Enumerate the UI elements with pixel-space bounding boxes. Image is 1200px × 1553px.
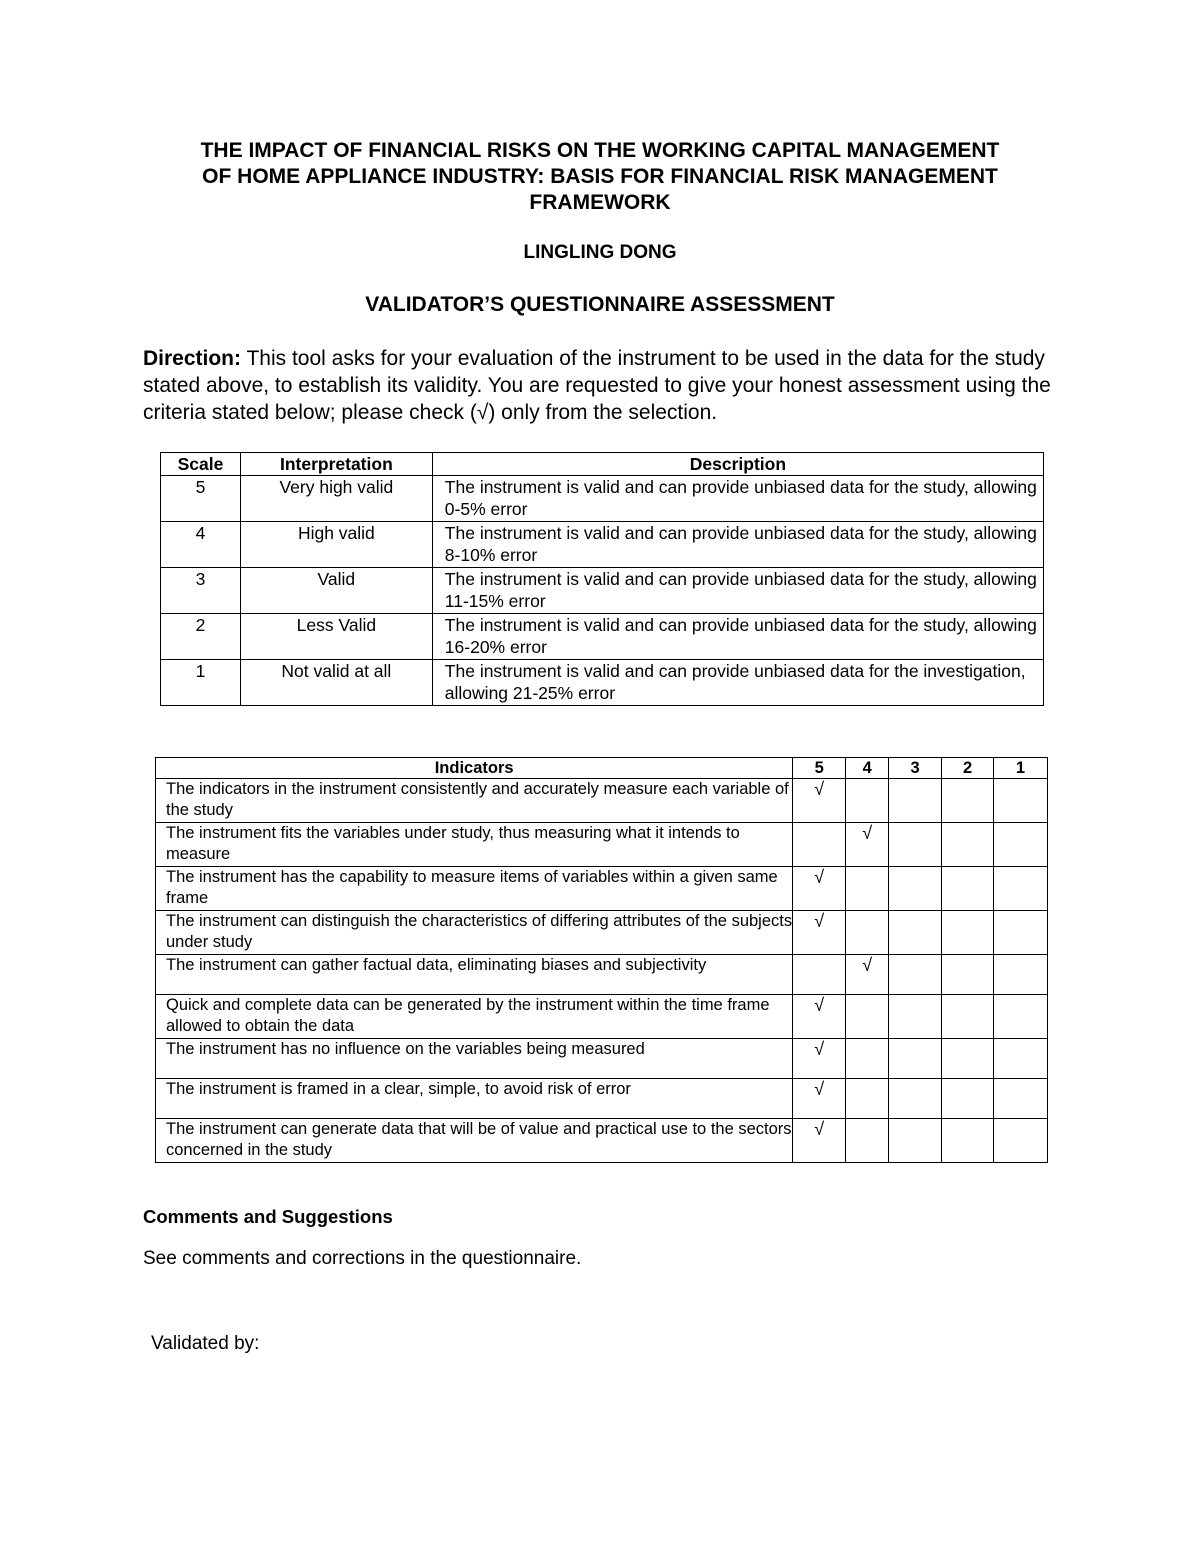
section-heading: VALIDATOR’S QUESTIONNAIRE ASSESSMENT — [365, 293, 835, 316]
rating-cell-2 — [942, 995, 994, 1039]
rating-cell-3 — [889, 911, 942, 955]
rating-cell-4 — [846, 779, 889, 823]
indicator-text-cell: The instrument fits the variables under study, thus measuring what it intends to measure — [156, 823, 793, 867]
rating-cell-1 — [994, 955, 1048, 995]
scale-cell: 5 — [161, 476, 241, 522]
scale-table — [160, 452, 1044, 706]
title-line: FRAMEWORK — [529, 191, 671, 214]
indicator-text-cell: The instrument has no influence on the variables being measured — [156, 1039, 793, 1079]
rating-cell-1 — [994, 995, 1048, 1039]
rating-cell-1 — [994, 823, 1048, 867]
check-mark: √ — [814, 1079, 825, 1099]
scale-cell: 1 — [161, 660, 241, 706]
rating-cell-1 — [994, 1079, 1048, 1119]
rating-cell-3 — [889, 955, 942, 995]
column-header: 1 — [994, 758, 1048, 779]
interpretation-cell: High valid — [240, 522, 432, 568]
direction-text: This tool asks for your evaluation of the instrument to be used in the data for the study stated above, to establish its validity. You are requested to give your honest assessment using the criteria stated below; please check (√) only from the selection. — [143, 347, 1051, 424]
rating-cell-3 — [889, 1079, 942, 1119]
check-mark: √ — [814, 779, 825, 799]
table-row — [156, 995, 1048, 1039]
column-header: 5 — [793, 758, 846, 779]
rating-cell-4 — [846, 995, 889, 1039]
table-row — [156, 867, 1048, 911]
indicator-text-cell: Quick and complete data can be generated by the instrument within the time frame allowed to obtain the data — [156, 995, 793, 1039]
rating-cell-3 — [889, 779, 942, 823]
rating-cell-4 — [846, 1079, 889, 1119]
column-header: Indicators — [156, 758, 793, 779]
scale-cell: 3 — [161, 568, 241, 614]
scale-cell: 2 — [161, 614, 241, 660]
rating-cell-5 — [793, 1039, 846, 1079]
table-row — [156, 1039, 1048, 1079]
rating-cell-5 — [793, 995, 846, 1039]
indicators-table — [155, 757, 1048, 1163]
rating-cell-3 — [889, 1039, 942, 1079]
indicator-text-cell: The instrument has the capability to measure items of variables within a given same frame — [156, 867, 793, 911]
check-mark: √ — [862, 823, 873, 843]
rating-cell-1 — [994, 867, 1048, 911]
table-row — [161, 522, 1044, 568]
description-cell: The instrument is valid and can provide unbiased data for the study, allowing 0-5% error — [432, 476, 1043, 522]
rating-cell-1 — [994, 1119, 1048, 1163]
column-header: Scale — [161, 453, 241, 476]
description-cell: The instrument is valid and can provide unbiased data for the study, allowing 8-10% error — [432, 522, 1043, 568]
column-header: Description — [432, 453, 1043, 476]
check-mark: √ — [814, 995, 825, 1015]
rating-cell-2 — [942, 1119, 994, 1163]
indicator-text-cell: The indicators in the instrument consistently and accurately measure each variable of the study — [156, 779, 793, 823]
column-header: 4 — [846, 758, 889, 779]
comments-heading: Comments and Suggestions — [143, 1206, 393, 1227]
rating-cell-5 — [793, 955, 846, 995]
indicator-text-cell: The instrument can distinguish the characteristics of differing attributes of the subjects under study — [156, 911, 793, 955]
title-line: OF HOME APPLIANCE INDUSTRY: BASIS FOR FINANCIAL RISK MANAGEMENT — [202, 165, 998, 188]
rating-cell-4 — [846, 823, 889, 867]
rating-cell-5 — [793, 911, 846, 955]
rating-cell-2 — [942, 1039, 994, 1079]
interpretation-cell: Not valid at all — [240, 660, 432, 706]
rating-cell-3 — [889, 1119, 942, 1163]
rating-cell-5 — [793, 1119, 846, 1163]
comments-text: See comments and corrections in the questionnaire. — [143, 1248, 582, 1269]
rating-cell-5 — [793, 1079, 846, 1119]
interpretation-cell: Valid — [240, 568, 432, 614]
rating-cell-4 — [846, 911, 889, 955]
rating-cell-2 — [942, 867, 994, 911]
table-row — [156, 911, 1048, 955]
description-cell: The instrument is valid and can provide unbiased data for the study, allowing 16-20% error — [432, 614, 1043, 660]
scale-cell: 4 — [161, 522, 241, 568]
indicator-text-cell: The instrument can generate data that will be of value and practical use to the sectors concerned in the study — [156, 1119, 793, 1163]
rating-cell-1 — [994, 911, 1048, 955]
column-header: 3 — [889, 758, 942, 779]
table-row — [161, 614, 1044, 660]
rating-cell-5 — [793, 779, 846, 823]
interpretation-cell: Less Valid — [240, 614, 432, 660]
table-row — [156, 823, 1048, 867]
column-header: 2 — [942, 758, 994, 779]
title-line: THE IMPACT OF FINANCIAL RISKS ON THE WORKING CAPITAL MANAGEMENT — [200, 139, 1000, 162]
direction-label: Direction: — [143, 347, 242, 370]
rating-cell-1 — [994, 1039, 1048, 1079]
validated-by-label: Validated by: — [151, 1333, 260, 1354]
table-row — [161, 660, 1044, 706]
rating-cell-3 — [889, 823, 942, 867]
rating-cell-2 — [942, 955, 994, 995]
column-header: Interpretation — [240, 453, 432, 476]
document-title — [120, 138, 1080, 216]
description-cell: The instrument is valid and can provide unbiased data for the study, allowing 11-15% error — [432, 568, 1043, 614]
rating-cell-2 — [942, 823, 994, 867]
rating-cell-4 — [846, 1039, 889, 1079]
rating-cell-2 — [942, 779, 994, 823]
description-cell: The instrument is valid and can provide unbiased data for the investigation, allowing 21-25% error — [432, 660, 1043, 706]
table-row — [161, 476, 1044, 522]
table-row — [161, 568, 1044, 614]
table-header-row — [161, 453, 1044, 476]
rating-cell-3 — [889, 995, 942, 1039]
rating-cell-5 — [793, 823, 846, 867]
indicators-body — [156, 779, 1048, 1163]
check-mark: √ — [814, 867, 825, 887]
table-row — [156, 779, 1048, 823]
direction-paragraph — [143, 345, 1063, 426]
rating-cell-4 — [846, 955, 889, 995]
rating-cell-2 — [942, 911, 994, 955]
rating-cell-5 — [793, 867, 846, 911]
table-row — [156, 955, 1048, 995]
check-mark: √ — [814, 911, 825, 931]
check-mark: √ — [862, 955, 873, 975]
check-mark: √ — [814, 1119, 825, 1139]
interpretation-cell: Very high valid — [240, 476, 432, 522]
rating-cell-2 — [942, 1079, 994, 1119]
indicator-text-cell: The instrument is framed in a clear, simple, to avoid risk of error — [156, 1079, 793, 1119]
author-name: LINGLING DONG — [523, 242, 677, 263]
rating-cell-3 — [889, 867, 942, 911]
table-row — [156, 1119, 1048, 1163]
indicator-text-cell: The instrument can gather factual data, eliminating biases and subjectivity — [156, 955, 793, 995]
rating-cell-4 — [846, 867, 889, 911]
rating-cell-1 — [994, 779, 1048, 823]
check-mark: √ — [814, 1039, 825, 1059]
table-header-row — [156, 758, 1048, 779]
rating-cell-4 — [846, 1119, 889, 1163]
table-row — [156, 1079, 1048, 1119]
